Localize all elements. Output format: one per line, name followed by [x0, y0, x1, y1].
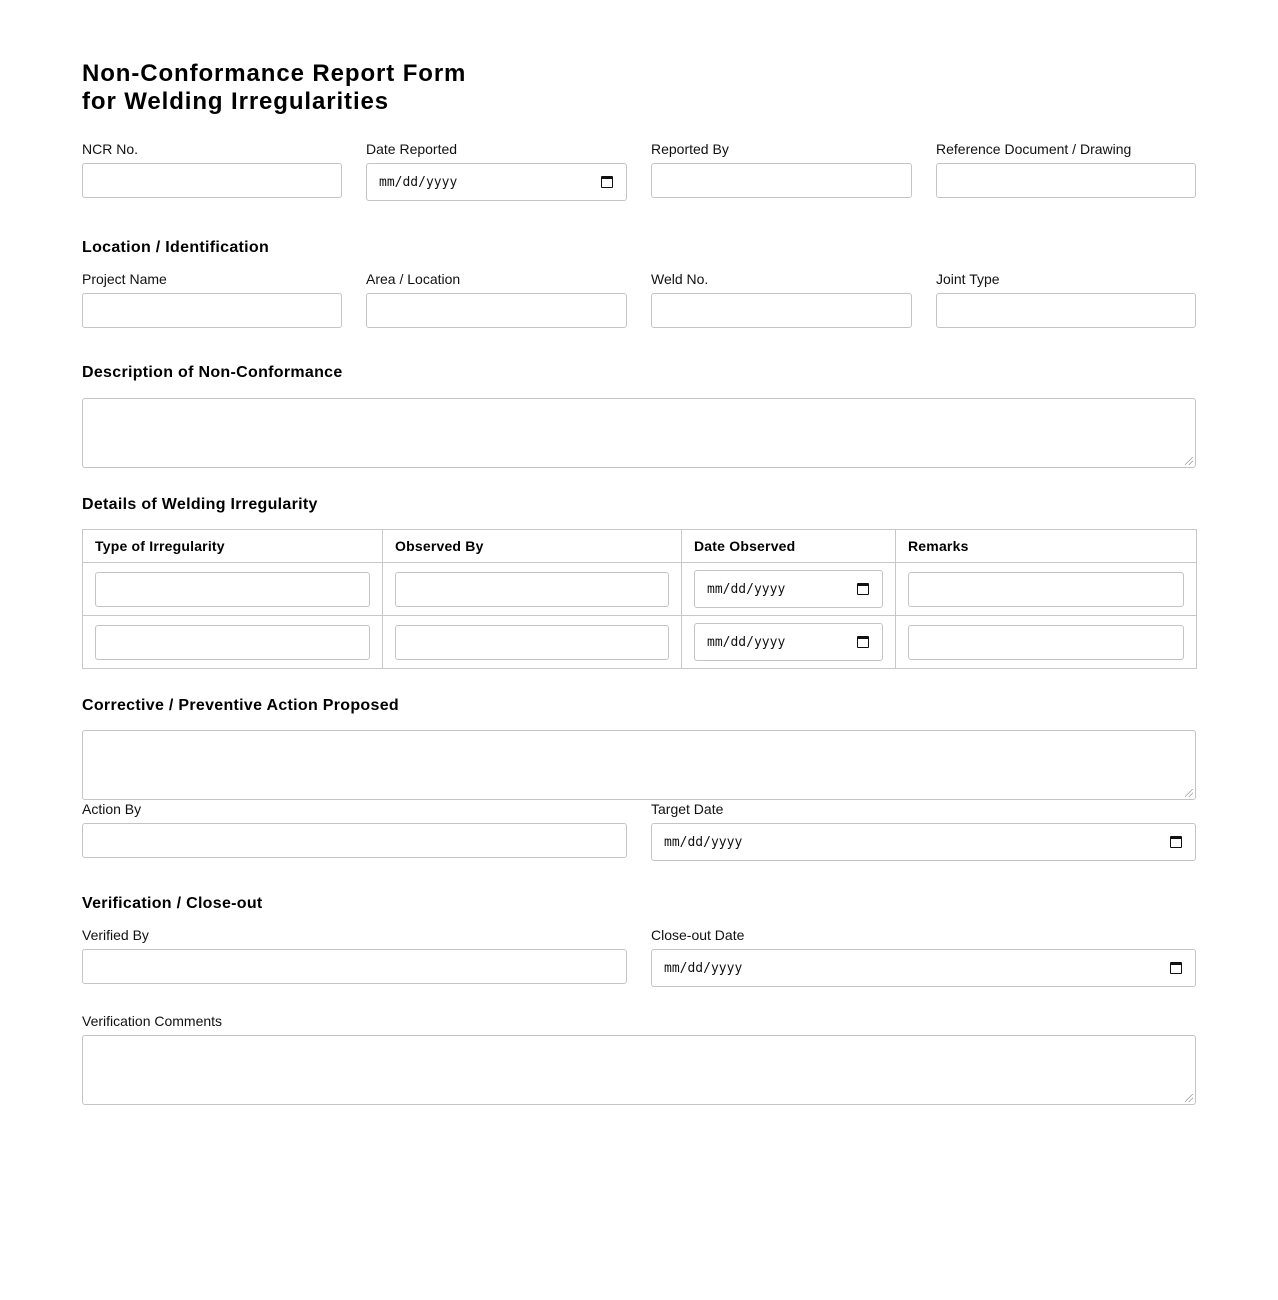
target-date-field	[651, 801, 1196, 861]
calendar-icon[interactable]	[857, 583, 869, 595]
action-by-label: Action By	[82, 801, 142, 817]
details-section-title: Details of Welding Irregularity	[82, 496, 318, 513]
calendar-icon[interactable]	[857, 636, 869, 648]
date-observed-input[interactable]	[694, 570, 883, 608]
calendar-icon[interactable]	[601, 176, 613, 188]
date-reported-label: Date Reported	[366, 141, 458, 157]
page-title: Non-Conformance Report Form for Welding Irregularities	[82, 60, 467, 115]
verification-comments-textarea[interactable]	[82, 1035, 1196, 1105]
reference-document-field	[936, 141, 1196, 201]
area-location-input[interactable]	[366, 293, 627, 328]
reported-by-field	[651, 141, 912, 201]
ncr-no-field	[82, 141, 342, 201]
description-section-title: Description of Non-Conformance	[82, 364, 343, 381]
reported-by-label: Reported By	[651, 141, 729, 157]
location-section-title: Location / Identification	[82, 239, 270, 256]
closeout-date-value: mm/dd/yyyy	[664, 960, 743, 976]
verification-fields	[82, 927, 1196, 987]
verification-section-title: Verification / Close-out	[82, 895, 263, 912]
remarks-cell	[896, 563, 1197, 616]
table-row	[83, 616, 1197, 669]
action-by-input[interactable]	[82, 823, 627, 858]
weld-no-input[interactable]	[651, 293, 912, 328]
ncr-no-label: NCR No.	[82, 141, 139, 157]
closeout-date-field	[651, 927, 1196, 987]
irregularity-table	[82, 529, 1197, 669]
verified-by-input[interactable]	[82, 949, 627, 984]
remarks-cell	[896, 616, 1197, 669]
header-fields	[82, 141, 1196, 201]
location-fields	[82, 271, 1196, 328]
reference-document-label: Reference Document / Drawing	[936, 141, 1132, 157]
date-observed-value: mm/dd/yyyy	[707, 634, 786, 650]
action-by-field	[82, 801, 627, 861]
date-reported-field	[366, 141, 627, 201]
verification-comments-label: Verification Comments	[82, 1013, 223, 1029]
calendar-icon[interactable]	[1170, 836, 1182, 848]
corrective-action-textarea[interactable]	[82, 730, 1196, 800]
observed-by-cell	[383, 616, 682, 669]
joint-type-label: Joint Type	[936, 271, 1000, 287]
column-header-observed-by: Observed By	[383, 530, 682, 563]
date-reported-input[interactable]	[366, 163, 627, 201]
corrective-fields	[82, 801, 1196, 861]
resize-handle-icon[interactable]	[1185, 457, 1193, 465]
date-reported-value: mm/dd/yyyy	[379, 174, 458, 190]
area-location-field	[366, 271, 627, 328]
joint-type-field	[936, 271, 1196, 328]
verified-by-label: Verified By	[82, 927, 149, 943]
project-name-label: Project Name	[82, 271, 167, 287]
description-textarea[interactable]	[82, 398, 1196, 468]
weld-no-field	[651, 271, 912, 328]
project-name-field	[82, 271, 342, 328]
type-input[interactable]	[95, 572, 370, 607]
ncr-no-input[interactable]	[82, 163, 342, 198]
calendar-icon[interactable]	[1170, 962, 1182, 974]
target-date-label: Target Date	[651, 801, 724, 817]
date-observed-cell	[682, 563, 896, 616]
weld-no-label: Weld No.	[651, 271, 709, 287]
table-header-row	[83, 530, 1197, 563]
verification-comments-field	[82, 1013, 1196, 1105]
type-cell	[83, 563, 383, 616]
project-name-input[interactable]	[82, 293, 342, 328]
area-location-label: Area / Location	[366, 271, 461, 287]
observed-by-input[interactable]	[395, 572, 669, 607]
reference-document-input[interactable]	[936, 163, 1196, 198]
observed-by-input[interactable]	[395, 625, 669, 660]
table-row	[83, 563, 1197, 616]
joint-type-input[interactable]	[936, 293, 1196, 328]
closeout-date-label: Close-out Date	[651, 927, 745, 943]
closeout-date-input[interactable]	[651, 949, 1196, 987]
type-cell	[83, 616, 383, 669]
target-date-input[interactable]	[651, 823, 1196, 861]
remarks-input[interactable]	[908, 572, 1184, 607]
resize-handle-icon[interactable]	[1185, 789, 1193, 797]
observed-by-cell	[383, 563, 682, 616]
corrective-section-title: Corrective / Preventive Action Proposed	[82, 697, 399, 714]
date-observed-input[interactable]	[694, 623, 883, 661]
target-date-value: mm/dd/yyyy	[664, 834, 743, 850]
column-header-date-observed: Date Observed	[682, 530, 896, 563]
type-input[interactable]	[95, 625, 370, 660]
reported-by-input[interactable]	[651, 163, 912, 198]
remarks-input[interactable]	[908, 625, 1184, 660]
verified-by-field	[82, 927, 627, 987]
column-header-remarks: Remarks	[896, 530, 1197, 563]
column-header-type: Type of Irregularity	[83, 530, 383, 563]
date-observed-cell	[682, 616, 896, 669]
date-observed-value: mm/dd/yyyy	[707, 581, 786, 597]
resize-handle-icon[interactable]	[1185, 1094, 1193, 1102]
